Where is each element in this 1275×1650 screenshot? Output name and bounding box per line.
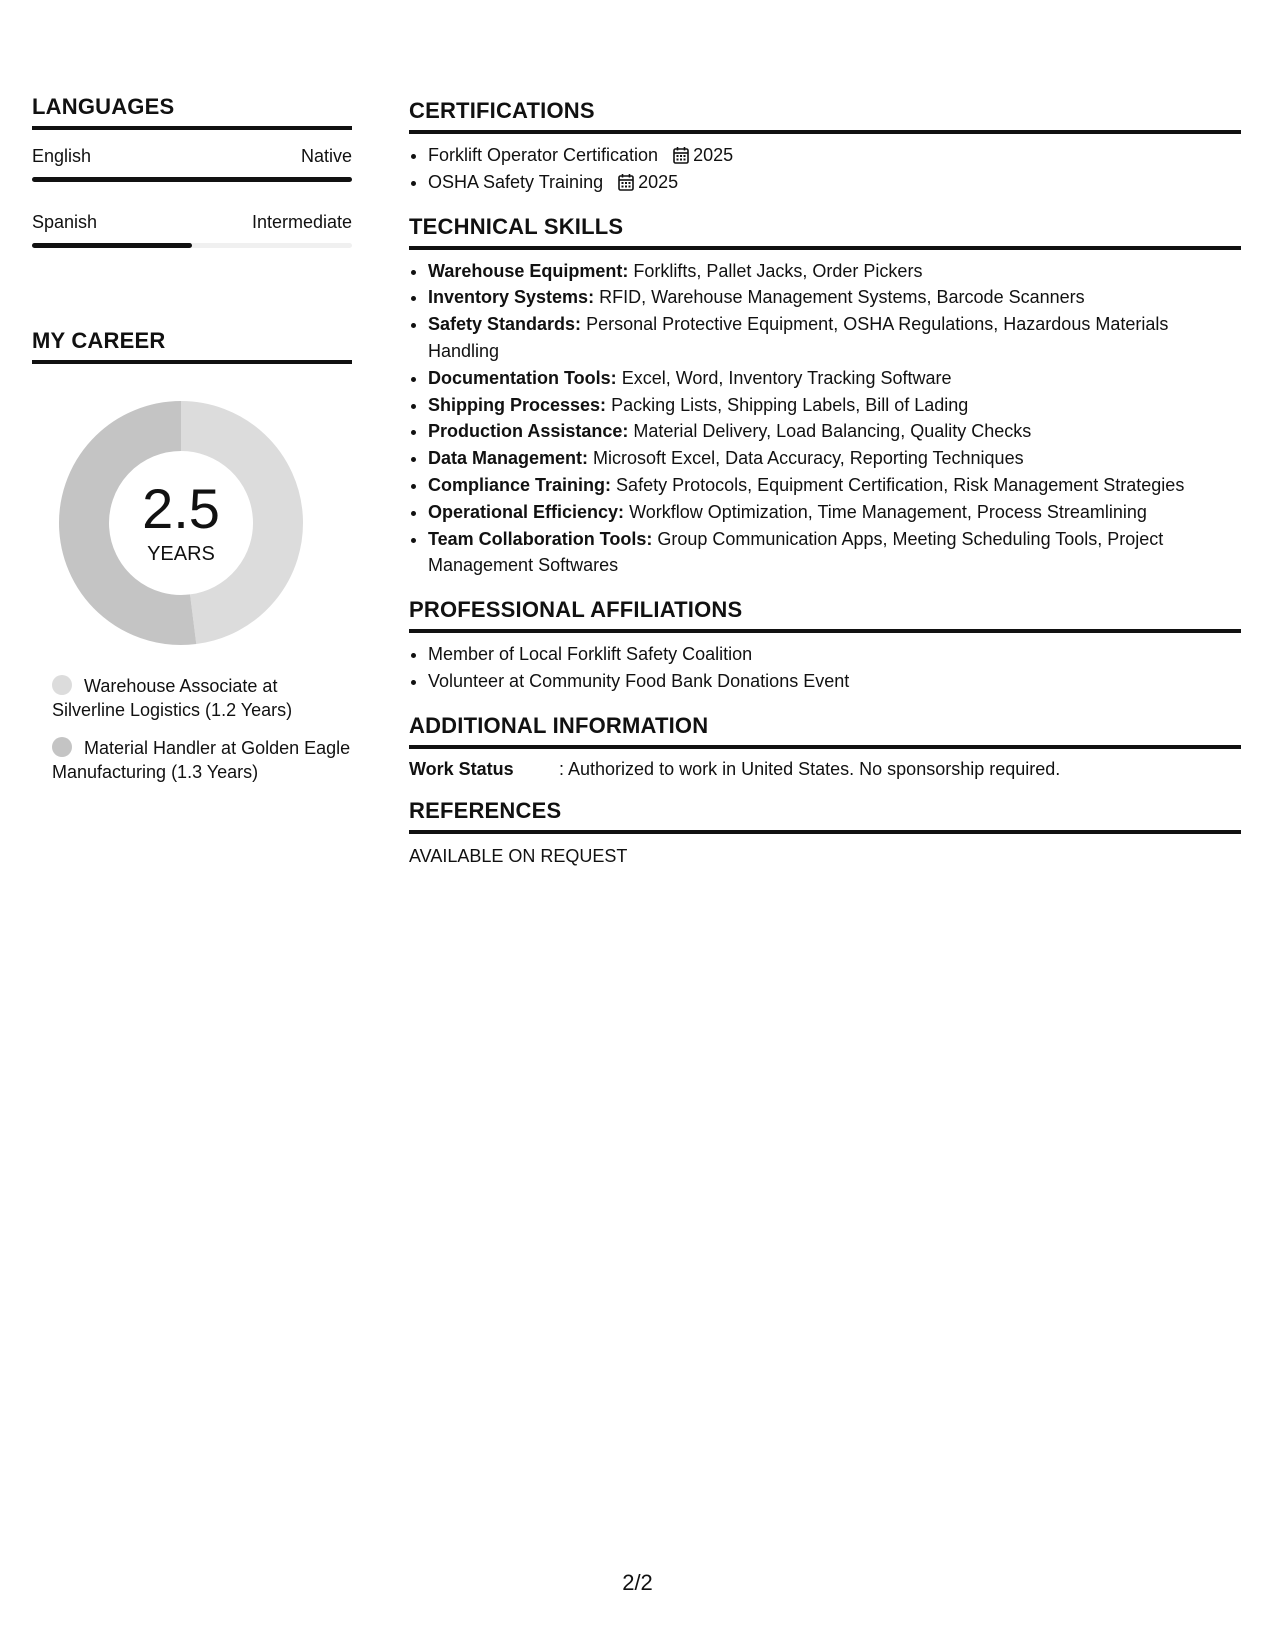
language-level: Native xyxy=(300,146,352,166)
skill-value: Safety Protocols, Equipment Certification, Risk Management Strategies xyxy=(616,474,1185,495)
affiliations-list xyxy=(409,641,1241,695)
skill-item xyxy=(428,445,1241,472)
skill-item xyxy=(428,392,1241,419)
skill-value: Group Communication Apps, Meeting Scheduling Tools, Project Management Softwares xyxy=(428,528,1164,576)
legend-item xyxy=(52,736,352,784)
work-status-label: Work Status xyxy=(409,758,514,779)
calendar-icon xyxy=(673,146,689,164)
left-column xyxy=(32,94,352,798)
skill-item xyxy=(428,526,1241,580)
skill-value: Personal Protective Equipment, OSHA Regulations, Hazardous Materials Handling xyxy=(428,314,1169,361)
certification-name: Forklift Operator Certification xyxy=(428,145,659,165)
skill-item xyxy=(428,258,1241,285)
skill-label: Production Assistance: xyxy=(428,421,629,442)
certification-year: 2025 xyxy=(693,145,734,165)
technical-skills-title: TECHNICAL SKILLS xyxy=(409,214,1241,250)
skill-value: Workflow Optimization, Time Management, Process Streamlining xyxy=(629,501,1147,522)
skill-value: RFID, Warehouse Management Systems, Barcode Scanners xyxy=(599,287,1085,308)
skill-value: Excel, Word, Inventory Tracking Software xyxy=(621,367,952,388)
language-name: English xyxy=(32,146,92,166)
certifications-list xyxy=(409,142,1241,196)
languages-title: LANGUAGES xyxy=(32,94,352,130)
skills-list xyxy=(409,258,1241,580)
right-column xyxy=(409,98,1241,867)
skill-item xyxy=(428,311,1241,365)
skill-label: Inventory Systems: xyxy=(428,287,595,308)
affiliation-item: • Volunteer at Community Food Bank Donations Event xyxy=(428,668,1241,695)
skill-item xyxy=(428,499,1241,526)
legend-dot xyxy=(52,675,72,695)
career-total-years: 2.5 xyxy=(142,476,220,540)
language-proficiency-fill xyxy=(32,177,352,182)
language-level: Intermediate xyxy=(251,212,352,232)
language-name: Spanish xyxy=(32,212,98,232)
language-proficiency-fill xyxy=(32,243,192,248)
skill-label: Safety Standards: xyxy=(428,314,582,335)
skill-item xyxy=(428,365,1241,392)
skill-value: Forklifts, Pallet Jacks, Order Pickers xyxy=(633,260,923,281)
legend-label: Warehouse Associate at Silverline Logistics (1.2 Years) xyxy=(52,676,293,720)
calendar-icon xyxy=(618,173,634,191)
donut-center xyxy=(56,398,306,648)
list-item xyxy=(428,142,1241,169)
language-item xyxy=(32,212,352,248)
work-status-row xyxy=(409,759,1241,780)
legend-item xyxy=(52,674,352,722)
skill-label: Documentation Tools: xyxy=(428,367,617,388)
references-title: REFERENCES xyxy=(409,798,1241,834)
skill-item xyxy=(428,472,1241,499)
skill-value: Material Delivery, Load Balancing, Quality Checks xyxy=(633,421,1032,442)
legend-dot xyxy=(52,737,72,757)
skill-label: Team Collaboration Tools: xyxy=(428,528,653,549)
language-proficiency-bar xyxy=(32,177,352,182)
language-proficiency-bar xyxy=(32,243,352,248)
career-title: MY CAREER xyxy=(32,328,352,364)
references-text: AVAILABLE ON REQUEST xyxy=(409,845,628,866)
career-section xyxy=(32,328,352,784)
skill-value: Packing Lists, Shipping Labels, Bill of Lading xyxy=(611,394,969,415)
legend-label: Material Handler at Golden Eagle Manufacturing (1.3 Years) xyxy=(52,738,351,782)
work-status-value: : Authorized to work in United States. No sponsorship required. xyxy=(559,758,1061,779)
affiliation-item: • Member of Local Forklift Safety Coalition xyxy=(428,641,1241,668)
affiliations-title: PROFESSIONAL AFFILIATIONS xyxy=(409,597,1241,633)
skill-item xyxy=(428,418,1241,445)
skill-label: Warehouse Equipment: xyxy=(428,260,629,281)
career-legend xyxy=(52,674,352,784)
career-donut-chart xyxy=(56,398,306,648)
skill-label: Data Management: xyxy=(428,448,589,469)
skill-value: Microsoft Excel, Data Accuracy, Reporting Techniques xyxy=(593,448,1024,469)
skill-label: Shipping Processes: xyxy=(428,394,607,415)
list-item xyxy=(428,169,1241,196)
certifications-title: CERTIFICATIONS xyxy=(409,98,1241,134)
skill-item xyxy=(428,284,1241,311)
additional-info-title: ADDITIONAL INFORMATION xyxy=(409,713,1241,749)
certification-name: OSHA Safety Training xyxy=(428,171,604,192)
page-number: 2/2 xyxy=(622,1570,653,1595)
skill-label: Operational Efficiency: xyxy=(428,501,625,522)
skill-label: Compliance Training: xyxy=(428,474,612,495)
language-item xyxy=(32,146,352,182)
career-unit: YEARS xyxy=(147,542,215,565)
certification-year: 2025 xyxy=(638,171,679,192)
